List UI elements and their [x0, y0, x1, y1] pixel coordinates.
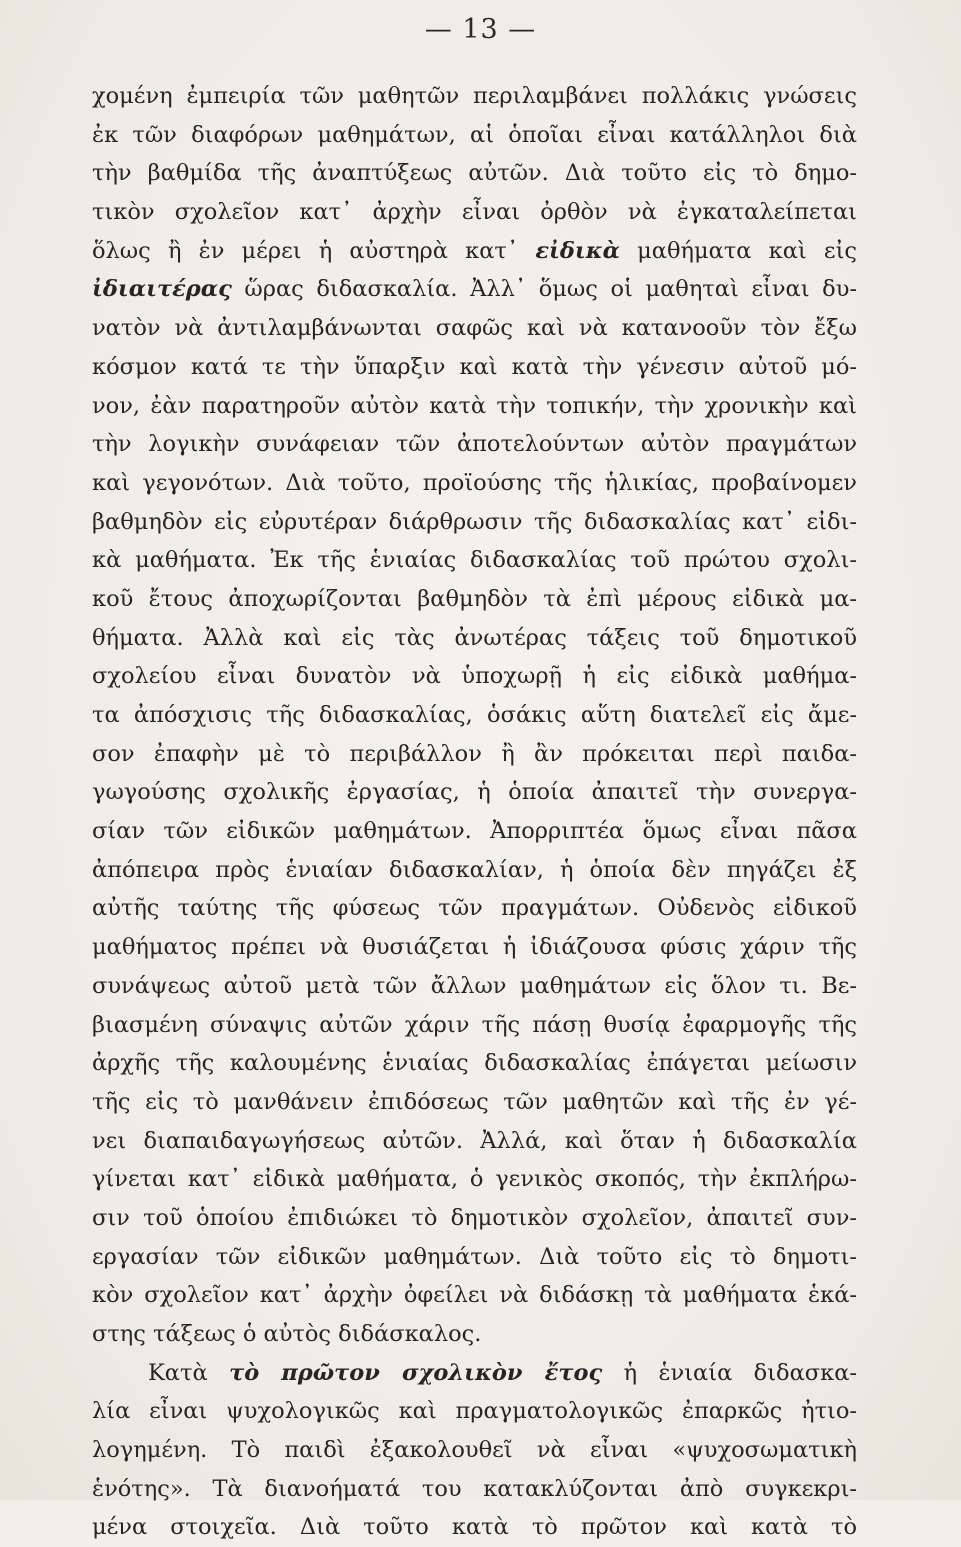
- text-line: [92, 1160, 857, 1199]
- text-line: [92, 1470, 857, 1509]
- text-run: τὴν λογικὴν συνάφειαν τῶν ἀποτελούντων αὐτὸν πραγμάτων: [92, 431, 857, 458]
- text-line: [92, 309, 857, 348]
- text-line: [92, 889, 857, 928]
- emphasized-text: ἰδιαιτέρας: [92, 276, 232, 303]
- text-line: [92, 1238, 857, 1277]
- text-line: [92, 657, 857, 696]
- text-line: [92, 619, 857, 658]
- text-run: ἀπόπειρα πρὸς ἑνιαίαν διδασκαλίαν, ἡ ὁποία δὲν πηγάζει ἐξ: [92, 856, 857, 883]
- emphasized-text: τὸ πρῶτον σχολικὸν ἔτος: [229, 1359, 603, 1386]
- text-run: νει διαπαιδαγωγήσεως αὐτῶν. Ἀλλά, καὶ ὅταν ἡ διδασκαλία: [92, 1127, 857, 1154]
- text-run: ὥρας διδασκαλία. Ἀλλ᾽ ὅμως οἱ μαθηταὶ εἶναι δυ-: [231, 276, 857, 303]
- text-line: [92, 1199, 857, 1238]
- text-line: [92, 773, 857, 812]
- text-run: μαθήματος πρέπει νὰ θυσιάζεται ἡ ἰδιάζουσα φύσις χάριν τῆς: [92, 934, 857, 961]
- text-line: [92, 1083, 857, 1122]
- text-run: συνάψεως αὐτοῦ μετὰ τῶν ἄλλων μαθημάτων εἰς ὅλον τι. Βε-: [92, 972, 857, 999]
- text-run: σον ἐπαφὴν μὲ τὸ περιβάλλον ἢ ἂν πρόκειται περὶ παιδα-: [92, 740, 857, 767]
- text-line: [92, 735, 857, 774]
- text-line: [92, 1315, 857, 1354]
- emphasized-text: εἰδικὰ: [535, 237, 620, 264]
- text-line: [92, 1122, 857, 1161]
- text-run: χομένη ἐμπειρία τῶν μαθητῶν περιλαμβάνει πολλάκις γνώσεις: [92, 83, 857, 109]
- text-line: [92, 928, 857, 967]
- text-run: στης τάξεως ὁ αὐτὸς διδάσκαλος.: [92, 1321, 482, 1347]
- text-run: τῆς εἰς τὸ μανθάνειν ἐπιδόσεως τῶν μαθητῶν καὶ τῆς ἐν γέ-: [92, 1088, 857, 1115]
- text-run: λογημένη. Τὸ παιδὶ ἐξακολουθεῖ νὰ εἶναι «ψυχοσωματικὴ: [92, 1437, 857, 1464]
- text-line: [92, 851, 857, 890]
- text-line: [92, 812, 857, 851]
- text-run: θήματα. Ἀλλὰ καὶ εἰς τὰς ἀνωτέρας τάξεις τοῦ δημοτικοῦ: [92, 624, 857, 651]
- text-line: [92, 541, 857, 580]
- text-run: ἑνότης». Τὰ διανοήματά του κατακλύζονται ἀπὸ συγκεκρι-: [92, 1475, 857, 1502]
- text-line: [92, 193, 857, 232]
- text-run: γίνεται κατ᾽ εἰδικὰ μαθήματα, ὁ γενικὸς σκοπός, τὴν ἐκπλήρω-: [92, 1166, 857, 1193]
- text-run: κοῦ ἔτους ἀποχωρίζονται βαθμηδὸν τὰ ἐπὶ μέρους εἰδικὰ μα-: [92, 585, 857, 612]
- text-run: τα ἀπόσχισις τῆς διδασκαλίας, ὁσάκις αὕτη διατελεῖ εἰς ἄμε-: [92, 702, 857, 728]
- text-line: [92, 387, 857, 426]
- text-run: τικὸν σχολεῖον κατ᾽ ἀρχὴν εἶναι ὀρθὸν νὰ ἐγκαταλείπεται: [92, 199, 857, 226]
- page-number: — 13 —: [424, 14, 537, 45]
- text-line: [92, 348, 857, 387]
- text-line: [92, 77, 857, 116]
- text-run: βαθμηδὸν εἰς εὐρυτέραν διάρθρωσιν τῆς διδασκαλίας κατ᾽ εἰδι-: [92, 508, 857, 535]
- text-line: [92, 1276, 857, 1315]
- text-run: νον, ἐὰν παρατηροῦν αὐτὸν κατὰ τὴν τοπικήν, τὴν χρονικὴν καὶ: [92, 392, 857, 419]
- text-line: [92, 1044, 857, 1083]
- text-run: μαθήματα καὶ εἰς: [619, 237, 857, 264]
- body-text: [92, 77, 857, 1547]
- text-run: τὴν βαθμίδα τῆς ἀναπτύξεως αὐτῶν. Διὰ τοῦτο εἰς τὸ δημο-: [92, 160, 857, 187]
- text-run: γωγούσης σχολικῆς ἐργασίας, ἡ ὁποία ἀπαιτεῖ τὴν συνεργα-: [92, 779, 857, 806]
- text-line: [92, 1006, 857, 1045]
- text-run: λία εἶναι ψυχολογικῶς καὶ πραγματολογικῶς ἐπαρκῶς ἠτιο-: [92, 1398, 857, 1425]
- text-line: [92, 232, 857, 271]
- text-run: ἡ ἑνιαία διδασκα-: [602, 1359, 857, 1386]
- text-line: [92, 967, 857, 1006]
- text-line: [92, 1508, 857, 1547]
- text-run: καὶ γεγονότων. Διὰ τοῦτο, προϊούσης τῆς ἡλικίας, προβαίνομεν: [92, 469, 857, 496]
- text-run: βιασμένη σύναψις αὐτῶν χάριν τῆς πάσῃ θυσίᾳ ἐφαρμογῆς τῆς: [92, 1011, 857, 1038]
- text-line: [92, 1392, 857, 1431]
- text-run: ἀρχῆς τῆς καλουμένης ἑνιαίας διδασκαλίας ἐπάγεται μείωσιν: [92, 1050, 857, 1077]
- text-line: [92, 154, 857, 193]
- text-line: [92, 580, 857, 619]
- text-line: [92, 1431, 857, 1470]
- text-line: [92, 1354, 857, 1393]
- text-run: εργασίαν τῶν εἰδικῶν μαθημάτων. Διὰ τοῦτο εἰς τὸ δημοτι-: [92, 1243, 857, 1270]
- text-run: μένα στοιχεῖα. Διὰ τοῦτο κατὰ τὸ πρῶτον καὶ κατὰ τὸ: [92, 1514, 857, 1541]
- text-run: κὸν σχολεῖον κατ᾽ ἀρχὴν ὀφείλει νὰ διδάσκῃ τὰ μαθήματα ἑκά-: [92, 1282, 857, 1309]
- text-run: νατὸν νὰ ἀντιλαμβάνωνται σαφῶς καὶ νὰ κατανοοῦν τὸν ἔξω: [92, 315, 857, 342]
- text-run: ἐκ τῶν διαφόρων μαθημάτων, αἱ ὁποῖαι εἶναι κατάλληλοι διὰ: [92, 121, 857, 148]
- text-run: Κατὰ: [148, 1359, 230, 1386]
- text-line: [92, 425, 857, 464]
- text-run: σιν τοῦ ὁποίου ἐπιδιώκει τὸ δημοτικὸν σχολεῖον, ἀπαιτεῖ συν-: [92, 1204, 857, 1231]
- text-line: [92, 696, 857, 735]
- text-run: σίαν τῶν εἰδικῶν μαθημάτων. Ἀπορριπτέα ὅμως εἶναι πᾶσα: [92, 818, 857, 845]
- text-line: [92, 116, 857, 155]
- text-run: κόσμον κατά τε τὴν ὕπαρξιν καὶ κατὰ τὴν γένεσιν αὐτοῦ μό-: [92, 353, 857, 380]
- text-line: [92, 270, 857, 309]
- text-run: αὐτῆς ταύτης τῆς φύσεως τῶν πραγμάτων. Οὐδενὸς εἰδικοῦ: [92, 895, 857, 922]
- text-line: [92, 464, 857, 503]
- text-line: [92, 503, 857, 542]
- text-run: κὰ μαθήματα. Ἐκ τῆς ἑνιαίας διδασκαλίας τοῦ πρώτου σχολι-: [92, 547, 857, 574]
- text-run: ὅλως ἢ ἐν μέρει ἡ αὐστηρὰ κατ᾽: [92, 237, 536, 264]
- text-run: σχολείου εἶναι δυνατὸν νὰ ὑποχωρῇ ἡ εἰς εἰδικὰ μαθήμα-: [92, 663, 857, 690]
